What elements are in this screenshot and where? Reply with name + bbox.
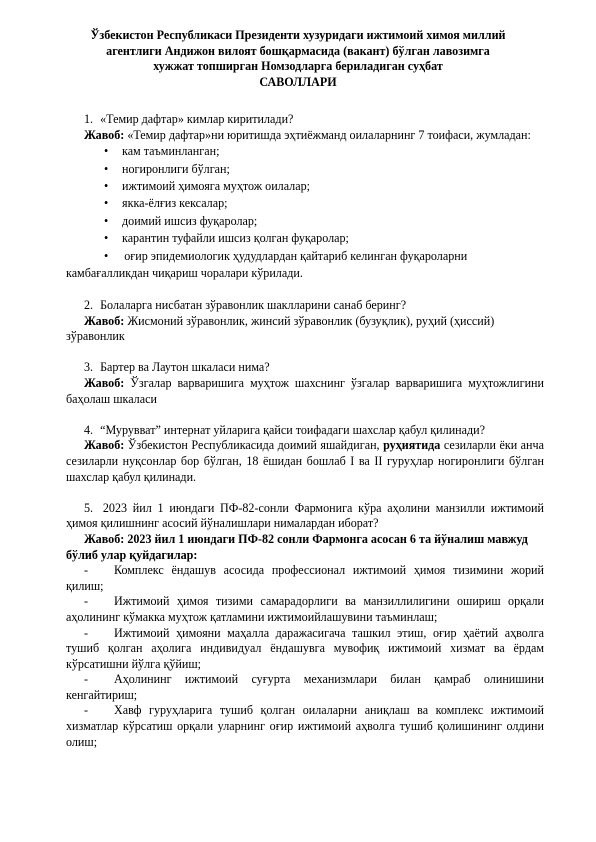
list-item: • якка-ёлғиз кексалар; xyxy=(66,195,544,212)
list-item: - Комплекс ёндашув асосида профессионал ижтимоий ҳимоя тизимини жорий қилиш; xyxy=(66,563,544,593)
answer-4 xyxy=(66,438,544,485)
answer-label: Жавоб: xyxy=(84,438,125,453)
question-text: Бартер ва Лаутон шкаласи нима? xyxy=(100,360,270,375)
answer-label: Жавоб: xyxy=(84,376,125,390)
question-number: 4. xyxy=(84,422,94,437)
question-text: «Темир дафтар» кимлар киритилади? xyxy=(100,112,294,126)
answer-text: сезиларли ёки анча сезиларли нуқсонлар бор бўлган, 18 ёшидан бошлаб I ва II гуруҳлар ногиронлиги бўлган шахслар қабул қилинади. xyxy=(66,438,544,484)
question-number: 3. xyxy=(84,360,94,375)
dash-icon: - xyxy=(84,594,89,609)
list-item: - Ижтимоий ҳимоя тизими самарадорлиги ва манзиллилигини ошириш орқали аҳолининг кўмакка муҳтож қатламини ижтимоийлашувини таъминлаш; xyxy=(66,594,544,624)
question-4 xyxy=(66,423,544,439)
answer-label: Жавоб: xyxy=(84,531,125,546)
answer-label: Жавоб: xyxy=(84,127,125,142)
list-item: • карантин туфайли ишсиз қолган фуқаролар; xyxy=(66,230,544,247)
question-1 xyxy=(66,112,544,128)
list-item: - Хавф гуруҳларига тушиб қолган оилаларни аниқлаш ва комплекс ижтимоий хизматлар кўрсатиш орқали уларнинг оғир ижтимоий аҳволга тушиб қолишининг олдини олиш; xyxy=(66,703,544,749)
answer-5 xyxy=(66,532,544,563)
answer-3 xyxy=(66,376,544,407)
answer-text: Жисмоний зўравонлик, жинсий зўравонлик (бузуқлик), руҳий (ҳиссий) зўравонлик xyxy=(66,313,495,344)
bullet-icon: • xyxy=(104,161,109,176)
answer-text: Ўзгалар варваришига муҳтож шахснинг ўзгалар варваришига муҳтожлигини баҳолаш шкаласи xyxy=(66,376,545,406)
bullet-icon: • xyxy=(104,231,109,246)
question-number: 5. xyxy=(84,500,94,515)
answer-label: Жавоб: xyxy=(84,313,125,328)
question-5 xyxy=(66,501,544,532)
list-item: • ижтимоий ҳимояга муҳтож оилалар; xyxy=(66,178,544,195)
bullet-icon: • xyxy=(104,213,109,228)
list-item-last: • оғир эпидемиологик ҳудудлардан қайтариб келинган фуқароларни камбағалликдан чиқариш чоралари кўрилади. xyxy=(66,248,468,281)
dash-icon: - xyxy=(84,625,89,640)
dash-icon: - xyxy=(84,563,89,578)
dash-icon: - xyxy=(84,672,89,687)
answer-text: Ўзбекистон Республикасида доимий яшайдиган, xyxy=(127,438,380,453)
list-item: - Ижтимоий ҳимояни маҳалла даражасигача ташкил этиш, оғир ҳаётий аҳволга тушиб қолган аҳолига индивидуал ёндашувга мувофиқ ижтимоий хизмат ва ёрдам кўрсатишни йўлга қўйиш; xyxy=(66,625,544,671)
category-list xyxy=(66,143,544,247)
answer-1 xyxy=(66,128,544,144)
question-text: “Мурувват” интернат уйларига қайси тоифадаги шахслар қабул қилинади? xyxy=(100,422,485,437)
answer-2 xyxy=(66,314,544,345)
question-3 xyxy=(66,360,544,376)
question-number: 2. xyxy=(84,298,94,313)
title-line: хужжат топширган Номзодларга бериладиган суҳбат xyxy=(153,59,443,73)
question-number: 1. xyxy=(84,112,94,126)
question-text: 2023 йил 1 июндаги ПФ-82-сонли Фармонига кўра аҳолини манзилли ижтимоий ҳимоя қилишнинг асосий йўналишлари нималардан иборат? xyxy=(66,500,544,531)
answer-text: «Темир дафтар»ни юритишда эҳтиёжманд оилаларнинг 7 тоифаси, жумладан: xyxy=(127,127,531,142)
title-line: САВОЛЛАРИ xyxy=(259,74,337,89)
title-line: Ўзбекистон Республикаси Президенти хузуридаги ижтимоий химоя миллий xyxy=(90,28,506,42)
bullet-icon: • xyxy=(104,144,109,159)
answer-text: 2023 йил 1 июндаги ПФ-82 сонли Фармонга асосан 6 та йўналиш мавжуд бўлиб улар қуйдагилар: xyxy=(66,531,528,562)
document-title xyxy=(60,28,536,90)
bullet-icon: • xyxy=(104,179,109,193)
question-text: Болаларга нисбатан зўравонлик шаклларини санаб беринг? xyxy=(100,298,407,313)
list-item: - Аҳолининг ижтимоий суғурта механизмлари билан қамраб олинишини кенгайтириш; xyxy=(66,672,544,702)
dash-icon: - xyxy=(84,703,89,718)
answer-emphasis: руҳиятида xyxy=(383,438,441,453)
list-item: • кам таъминланган; xyxy=(66,143,544,160)
title-line: агентлиги Андижон вилоят бошқармасида (вакант) бўлган лавозимга xyxy=(106,43,490,58)
list-item: • доимий ишсиз фуқаролар; xyxy=(66,213,544,230)
list-item: • ногиронлиги бўлган; xyxy=(66,161,544,178)
document-body xyxy=(66,112,544,750)
bullet-icon: • xyxy=(104,248,109,263)
bullet-icon: • xyxy=(104,196,109,211)
question-2 xyxy=(66,298,544,314)
